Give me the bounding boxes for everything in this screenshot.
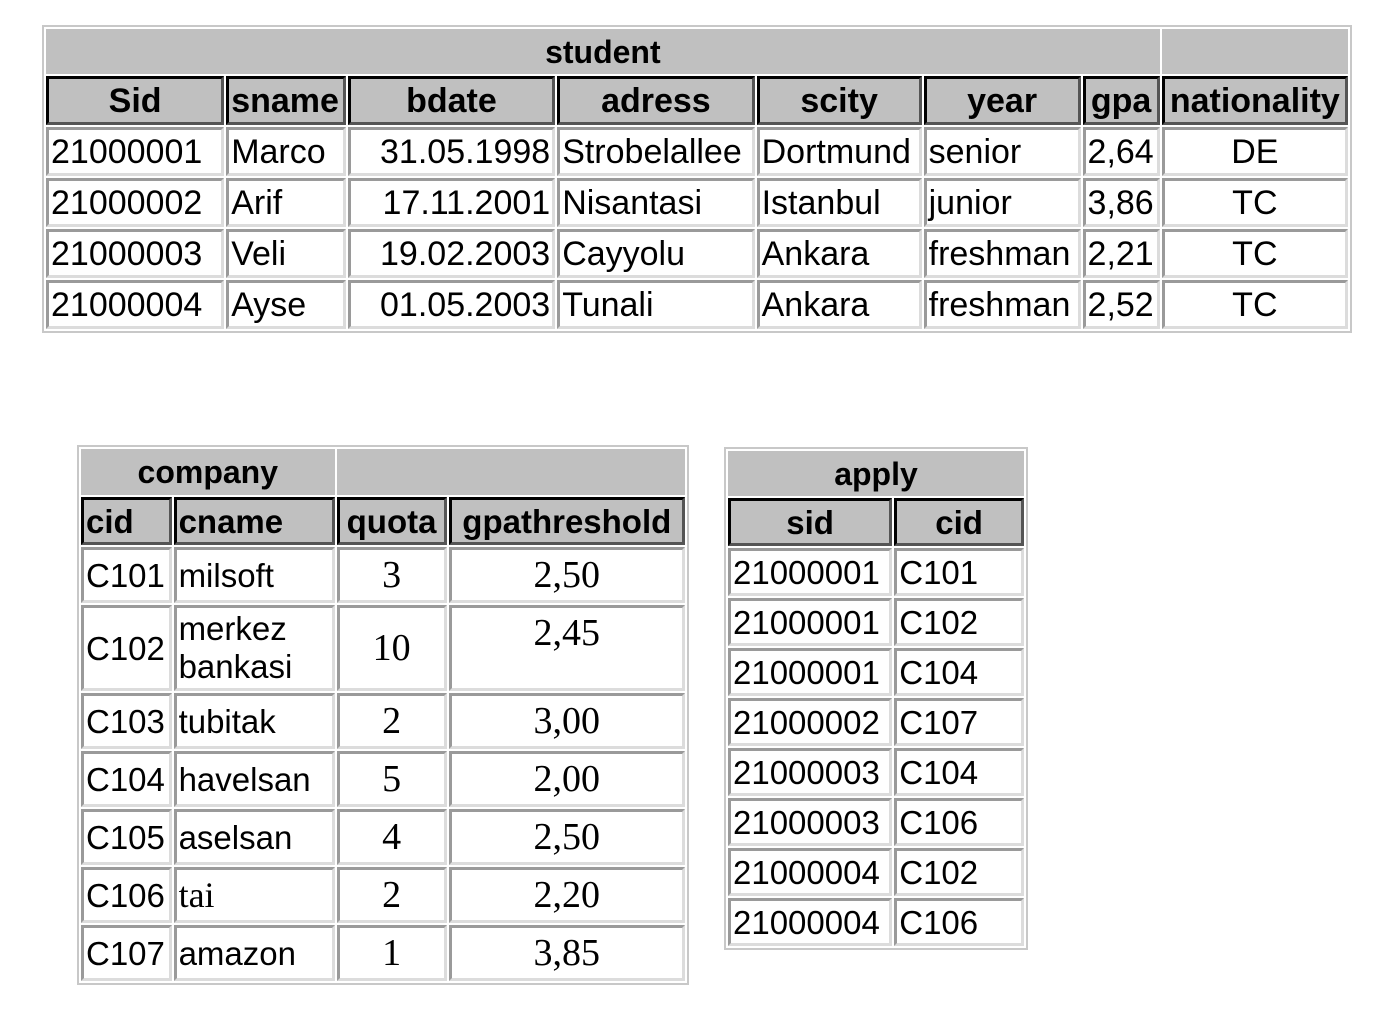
company-quota-cell: 3 <box>337 547 447 603</box>
table-row <box>46 127 1348 176</box>
student-gpa-cell: 3,86 <box>1083 178 1160 227</box>
student-gpa-cell: 2,21 <box>1083 229 1160 278</box>
student-col-adress: adress <box>557 76 754 125</box>
apply-sid-cell: 21000001 <box>728 548 892 596</box>
apply-sid-cell: 21000001 <box>728 648 892 696</box>
company-gpathreshold-cell: 3,85 <box>449 925 685 981</box>
student-bdate-cell: 31.05.1998 <box>348 127 556 176</box>
student-col-bdate: bdate <box>348 76 556 125</box>
table-row <box>81 867 685 923</box>
student-caption-row <box>46 29 1348 74</box>
apply-sid-cell: 21000001 <box>728 598 892 646</box>
student-bdate-cell: 17.11.2001 <box>348 178 556 227</box>
company-cname-cell: milsoft <box>174 547 335 603</box>
student-scity-cell: Ankara <box>757 280 922 329</box>
student-adress-cell: Tunali <box>557 280 754 329</box>
table-row <box>728 548 1024 596</box>
student-sname-cell: Arif <box>226 178 345 227</box>
student-adress-cell: Cayyolu <box>557 229 754 278</box>
table-row <box>46 178 1348 227</box>
company-quota-cell: 1 <box>337 925 447 981</box>
company-cname-cell: merkez bankasi <box>174 605 335 691</box>
company-gpathreshold-cell: 2,00 <box>449 751 685 807</box>
student-nationality-cell: TC <box>1162 178 1348 227</box>
company-gpathreshold-cell: 2,50 <box>449 547 685 603</box>
table-row <box>728 698 1024 746</box>
company-cid-cell: C105 <box>81 809 172 865</box>
apply-cid-cell: C106 <box>894 798 1024 846</box>
table-row <box>728 748 1024 796</box>
student-sid-cell: 21000001 <box>46 127 224 176</box>
student-gpa-cell: 2,64 <box>1083 127 1160 176</box>
student-sid-cell: 21000003 <box>46 229 224 278</box>
company-header-row <box>81 497 685 545</box>
apply-sid-cell: 21000002 <box>728 698 892 746</box>
apply-cid-cell: C102 <box>894 598 1024 646</box>
student-col-scity: scity <box>757 76 922 125</box>
apply-header-row <box>728 498 1024 546</box>
table-row <box>81 925 685 981</box>
table-row <box>81 547 685 603</box>
student-nationality-cell: TC <box>1162 229 1348 278</box>
apply-col-cid: cid <box>894 498 1024 546</box>
company-cid-cell: C103 <box>81 693 172 749</box>
company-quota-cell: 10 <box>337 605 447 691</box>
company-col-cname: cname <box>174 497 335 545</box>
apply-cid-cell: C101 <box>894 548 1024 596</box>
table-row <box>728 598 1024 646</box>
company-gpathreshold-cell: 2,20 <box>449 867 685 923</box>
student-scity-cell: Ankara <box>757 229 922 278</box>
student-col-year: year <box>924 76 1081 125</box>
table-row <box>81 751 685 807</box>
table-row <box>728 648 1024 696</box>
apply-cid-cell: C102 <box>894 848 1024 896</box>
company-table <box>77 445 689 985</box>
table-row <box>46 280 1348 329</box>
apply-cid-cell: C107 <box>894 698 1024 746</box>
apply-cid-cell: C104 <box>894 648 1024 696</box>
company-caption-row <box>81 449 685 495</box>
company-col-quota: quota <box>337 497 447 545</box>
company-cid-cell: C104 <box>81 751 172 807</box>
company-cid-cell: C101 <box>81 547 172 603</box>
company-cid-cell: C102 <box>81 605 172 691</box>
apply-sid-cell: 21000003 <box>728 798 892 846</box>
company-gpathreshold-cell: 2,45 <box>449 605 685 691</box>
company-quota-cell: 5 <box>337 751 447 807</box>
table-row <box>728 848 1024 896</box>
student-gpa-cell: 2,52 <box>1083 280 1160 329</box>
student-year-cell: junior <box>924 178 1081 227</box>
student-sid-cell: 21000004 <box>46 280 224 329</box>
student-col-nationality: nationality <box>1162 76 1348 125</box>
table-row <box>81 809 685 865</box>
company-cname-cell: tubitak <box>174 693 335 749</box>
apply-cid-cell: C104 <box>894 748 1024 796</box>
table-row <box>728 798 1024 846</box>
student-table <box>42 25 1352 333</box>
table-row <box>81 693 685 749</box>
company-gpathreshold-cell: 2,50 <box>449 809 685 865</box>
student-sname-cell: Ayse <box>226 280 345 329</box>
apply-sid-cell: 21000004 <box>728 848 892 896</box>
student-table-title: student <box>46 29 1160 74</box>
student-adress-cell: Strobelallee <box>557 127 754 176</box>
apply-sid-cell: 21000004 <box>728 898 892 946</box>
company-cname-cell: aselsan <box>174 809 335 865</box>
student-col-gpa: gpa <box>1083 76 1160 125</box>
student-year-cell: freshman <box>924 229 1081 278</box>
apply-cid-cell: C106 <box>894 898 1024 946</box>
student-year-cell: senior <box>924 127 1081 176</box>
company-gpathreshold-cell: 3,00 <box>449 693 685 749</box>
apply-col-sid: sid <box>728 498 892 546</box>
student-year-cell: freshman <box>924 280 1081 329</box>
student-nationality-cell: DE <box>1162 127 1348 176</box>
company-quota-cell: 2 <box>337 693 447 749</box>
student-col-sname: sname <box>226 76 345 125</box>
company-table-title: company <box>81 449 335 495</box>
company-cid-cell: C106 <box>81 867 172 923</box>
student-scity-cell: Dortmund <box>757 127 922 176</box>
company-cname-cell: havelsan <box>174 751 335 807</box>
apply-table <box>724 447 1028 950</box>
company-cname-cell: tai <box>174 867 335 923</box>
company-caption-blank <box>337 449 685 495</box>
apply-sid-cell: 21000003 <box>728 748 892 796</box>
student-sid-cell: 21000002 <box>46 178 224 227</box>
student-sname-cell: Marco <box>226 127 345 176</box>
student-caption-blank <box>1162 29 1348 74</box>
company-cid-cell: C107 <box>81 925 172 981</box>
student-header-row <box>46 76 1348 125</box>
company-col-gpathreshold: gpathreshold <box>449 497 685 545</box>
apply-table-title: apply <box>728 451 1024 496</box>
apply-caption-row <box>728 451 1024 496</box>
student-bdate-cell: 01.05.2003 <box>348 280 556 329</box>
table-row <box>46 229 1348 278</box>
student-scity-cell: Istanbul <box>757 178 922 227</box>
company-quota-cell: 4 <box>337 809 447 865</box>
table-row <box>81 605 685 691</box>
student-nationality-cell: TC <box>1162 280 1348 329</box>
company-cname-cell: amazon <box>174 925 335 981</box>
student-col-sid: Sid <box>46 76 224 125</box>
student-sname-cell: Veli <box>226 229 345 278</box>
table-row <box>728 898 1024 946</box>
student-adress-cell: Nisantasi <box>557 178 754 227</box>
student-bdate-cell: 19.02.2003 <box>348 229 556 278</box>
company-quota-cell: 2 <box>337 867 447 923</box>
company-col-cid: cid <box>81 497 172 545</box>
